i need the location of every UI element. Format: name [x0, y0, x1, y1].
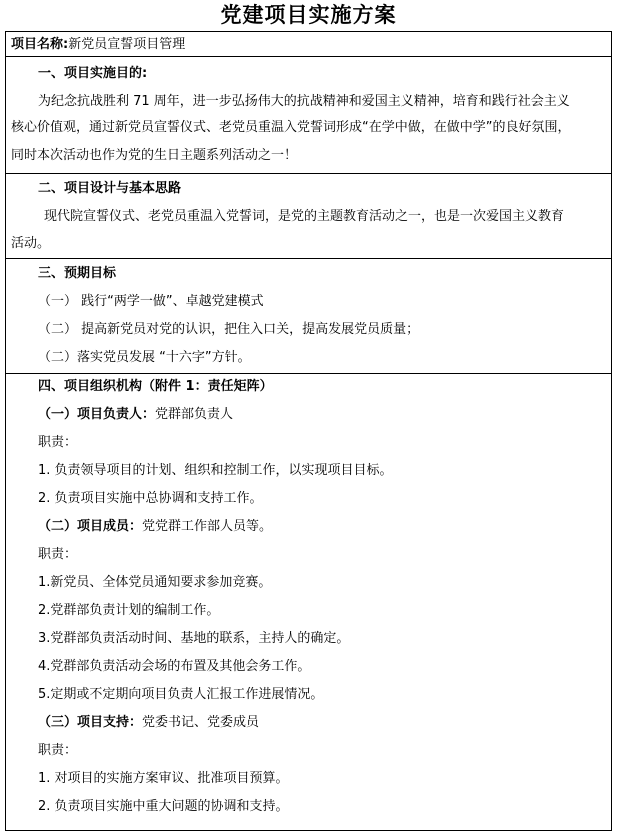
sub2-item: 4.党群部负责活动会场的布置及其他会务工作。	[38, 659, 311, 674]
sub3-item: 2. 负责项目实施中重大问题的协调和支持。	[38, 799, 289, 814]
sub3-item: 1. 对项目的实施方案审议、批准项目预算。	[38, 771, 289, 786]
duty-label: 职责：	[38, 435, 78, 450]
sub1-label: （一）项目负责人：	[38, 407, 156, 422]
project-name-row	[6, 32, 611, 57]
sub2-item: 3.党群部负责活动时间、基地的联系，主持人的确定。	[38, 631, 350, 646]
section1-heading: 一、项目实施目的:	[38, 66, 148, 81]
duty-label: 职责：	[38, 743, 78, 758]
project-name-label: 项目名称:	[11, 37, 69, 52]
sub2-item: 5.定期或不定期向项目负责人汇报工作进展情况。	[38, 687, 324, 702]
section3-row	[6, 259, 611, 374]
plan-table	[5, 31, 612, 831]
section2-line: 活动。	[11, 236, 51, 251]
section1-line: 为纪念抗战胜利 71 周年，进一步弘扬伟大的抗战精神和爱国主义精神，培育和践行社会主义	[38, 94, 570, 109]
sub2-item: 1.新党员、全体党员通知要求参加竞赛。	[38, 575, 272, 590]
section4-heading: 四、项目组织机构（附件 1：责任矩阵）	[38, 379, 273, 394]
sub2-value: 党党群工作部人员等。	[142, 519, 273, 534]
section3-item: （一） 践行“两学一做”、卓越党建模式	[38, 294, 264, 309]
sub2-label: （二）项目成员：	[38, 519, 143, 534]
sub3-value: 党委书记、党委成员	[142, 715, 260, 730]
sub1-value: 党群部负责人	[155, 407, 234, 422]
sub2-item: 2.党群部负责计划的编制工作。	[38, 603, 220, 618]
section3-heading: 三、预期目标	[38, 266, 117, 281]
section2-line: 现代院宣誓仪式、老党员重温入党誓词，是党的主题教育活动之一，也是一次爱国主义教育	[44, 209, 565, 224]
section1-row	[6, 57, 611, 174]
page-title: 党建项目实施方案	[220, 2, 397, 27]
section1-line: 同时本次活动也作为党的生日主题系列活动之一！	[11, 148, 298, 163]
sub1-item: 1. 负责领导项目的计划、组织和控制工作，以实现项目目标。	[38, 463, 393, 478]
duty-label: 职责：	[38, 547, 78, 562]
section4-row	[6, 374, 611, 834]
project-name-value: 新党员宣誓项目管理	[68, 37, 186, 52]
sub3-label: （三）项目支持：	[38, 715, 143, 730]
sub1-item: 2. 负责项目实施中总协调和支持工作。	[38, 491, 263, 506]
section2-row	[6, 174, 611, 259]
section3-item: （二）落实党员发展 “十六字”方针。	[38, 350, 251, 365]
section1-line: 核心价值观，通过新党员宣誓仪式、老党员重温入党誓词形成“在学中做，在做中学”的良好氛围，	[11, 120, 571, 135]
section3-item: （二） 提高新党员对党的认识，把住入口关，提高发展党员质量；	[38, 322, 420, 337]
section2-heading: 二、项目设计与基本思路	[38, 181, 182, 196]
